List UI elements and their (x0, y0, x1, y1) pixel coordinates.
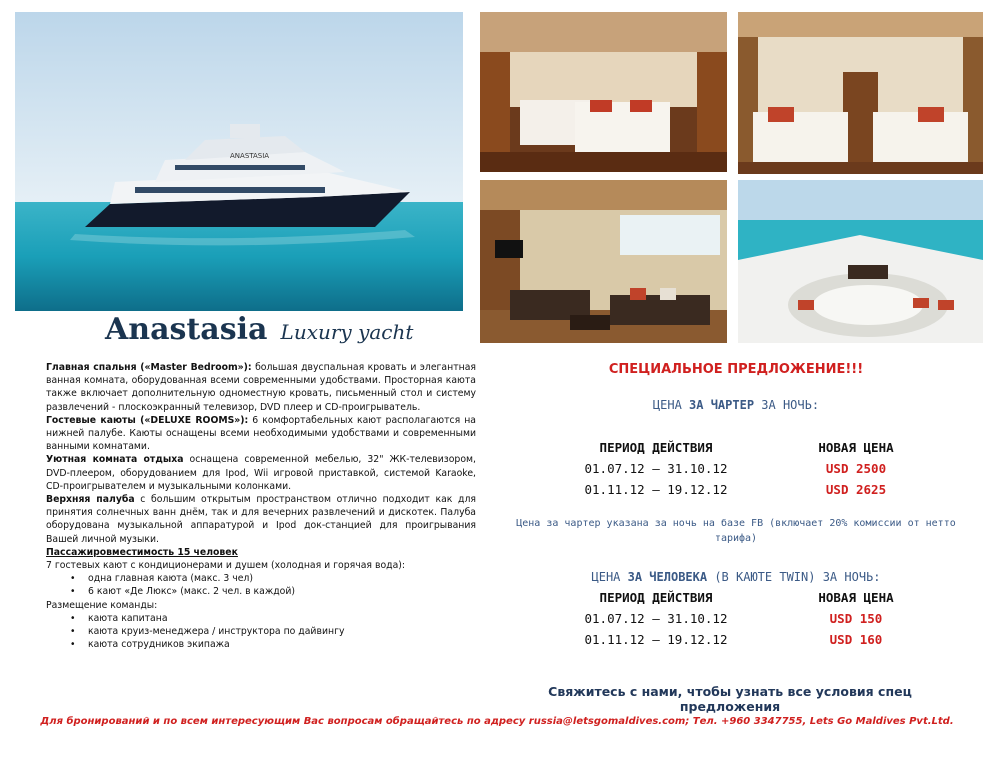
upper-deck-text: с большим открытым пространством отлично подходит как для принятия солнечных ванн днём, так и для вечерних развлечений и дискотек. Палуба оборудована музыкальной аппаратурой и Ipod док-станцией для проигрывания Вашей личной музыки. (46, 494, 476, 545)
crew-intro: Размещение команды: (46, 599, 158, 611)
table-row (496, 479, 976, 500)
price-cell: USD 160 (829, 632, 883, 647)
yacht-photo (15, 12, 463, 311)
period-cell: 01.11.12 – 19.12.12 (584, 482, 728, 497)
column-period-header: ПЕРИОД ДЕЙСТВИЯ (599, 440, 713, 455)
charter-heading-part: ЦЕНА (652, 398, 690, 412)
list-item: • каюта капитана (74, 612, 476, 625)
sundeck-photo (738, 180, 983, 343)
table-row (496, 608, 976, 629)
list-item: • одна главная каюта (макс. 3 чел) (74, 572, 476, 585)
per-person-price-table (496, 587, 976, 650)
price-cell: USD 2625 (825, 482, 887, 497)
table-row (496, 629, 976, 650)
upper-deck-heading: Верхняя палуба (46, 494, 135, 506)
person-heading-bold: ЗА ЧЕЛОВЕКА (627, 570, 708, 584)
upper-deck-paragraph (46, 493, 476, 546)
table-header-row (496, 587, 976, 608)
period-cell: 01.07.12 – 31.10.12 (584, 461, 728, 476)
master-bedroom-photo (480, 12, 727, 172)
list-item: • каюта круиз-менеджера / инструктора по дайвингу (74, 625, 476, 638)
yacht-hull-name: ANASTASIA (230, 152, 270, 160)
cabins-intro: 7 гостевых кают с кондиционерами и душем (холодная и горячая вода): (46, 560, 406, 572)
list-item: • каюта сотрудников экипажа (74, 638, 476, 651)
price-cell: USD 150 (829, 611, 883, 626)
yacht-description (46, 361, 476, 651)
yacht-title-main: Anastasia (105, 312, 268, 347)
table-header-row (496, 437, 976, 458)
lounge-photo (480, 180, 727, 343)
guest-cabins-text: 6 комфортабельных кают располагаются на нижней палубе. Каюты оснащены всеми необходимыми удобствами и современными ванными комнатами. (46, 414, 476, 453)
charter-note: Цена за чартер указана за ночь на базе FB (включает 20% комиссии от нетто тарифа) (516, 518, 956, 544)
master-bedroom-heading: Главная спальня («Master Bedroom»): (46, 362, 252, 373)
cabins-list (46, 572, 476, 598)
person-heading-part: ЦЕНА (591, 570, 628, 584)
list-item: • 6 кают «Де Люкс» (макс. 2 чел. в каждой) (74, 585, 476, 598)
guest-cabins-heading: Гостевые каюты («DELUXE ROOMS»): (46, 414, 249, 426)
column-price-header: НОВАЯ ЦЕНА (818, 590, 894, 605)
period-cell: 01.11.12 – 19.12.12 (584, 632, 728, 647)
charter-price-table (496, 437, 976, 500)
capacity-line (46, 546, 476, 559)
lounge-heading: Уютная комната отдыха (46, 454, 184, 466)
lounge-paragraph (46, 453, 476, 493)
lounge-text: оснащена современной мебелью, 32" ЖК-телевизором, DVD-плеером, оборудованием для Ipod, Wii игровой приставкой, системой Karaoke, CD-проигрывателем и музыкальными колонками. (46, 454, 476, 492)
yacht-title-sub: Luxury yacht (280, 320, 414, 344)
person-heading-part: (В КАЮТЕ TWIN) ЗА НОЧЬ: (707, 570, 881, 584)
master-bedroom-text: большая двуспальная кровать и элегантная ванная комната, оборудованная всеми современными удобствами. Просторная каюта также включает дополнительную одноместную кровать, письменный стол и систему развлечений - плоскоэкранный телевизор, DVD плеер и CD-проигрыватель. (46, 362, 476, 413)
offer-title: СПЕЦИАЛЬНОЕ ПРЕДЛОЖЕНИЕ!!! (608, 362, 864, 377)
special-offer (496, 362, 976, 377)
yacht-title (105, 312, 413, 352)
charter-heading-part: ЗА НОЧЬ: (754, 398, 820, 412)
charter-heading-bold: ЗА ЧАРТЕР (689, 398, 755, 412)
capacity-text: Пассажировместимость 15 человек (46, 546, 238, 558)
twin-cabin-photo (738, 12, 983, 174)
crew-list (46, 612, 476, 652)
period-cell: 01.07.12 – 31.10.12 (584, 611, 728, 626)
column-price-header: НОВАЯ ЦЕНА (818, 440, 894, 455)
contact-call-to-action: Свяжитесь с нами, чтобы узнать все условия спец предложения (548, 684, 912, 714)
guest-cabins-paragraph (46, 414, 476, 454)
table-row (496, 458, 976, 479)
master-bedroom-paragraph (46, 361, 476, 414)
column-period-header: ПЕРИОД ДЕЙСТВИЯ (599, 590, 713, 605)
footer-booking-info: Для бронирований и по всем интересующим Вас вопросам обращайтесь по адресу russia@letsgomaldives.com; Тел. +960 3347755, Lets Go Maldives Pvt.Ltd. (40, 716, 954, 727)
charter-price-heading (496, 398, 976, 412)
per-person-heading (496, 570, 976, 584)
price-cell: USD 2500 (825, 461, 887, 476)
